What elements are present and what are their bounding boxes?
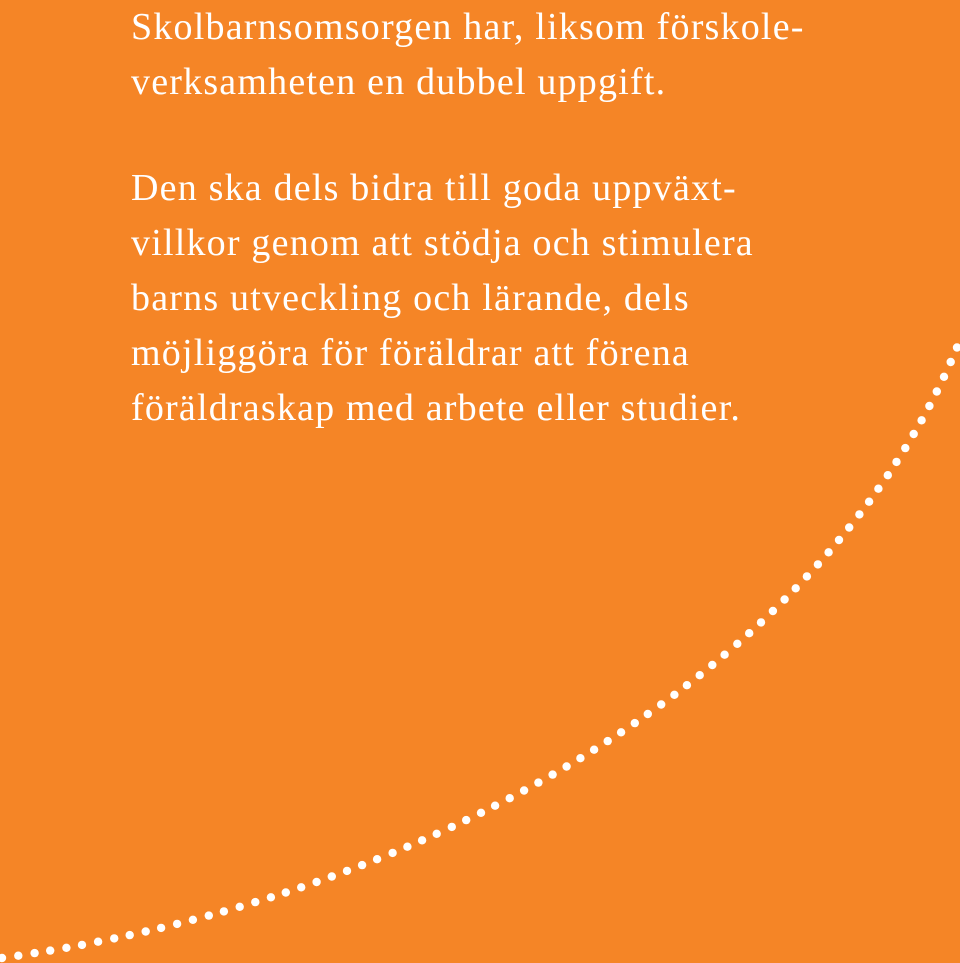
curve-dot [901,444,909,452]
paragraph-line: verksamheten en dubbel uppgift. [131,61,667,103]
curve-dot [617,728,625,736]
curve-dot [940,373,948,381]
curve-dot [110,934,118,942]
curve-dot [126,931,134,939]
curve-dot [917,416,925,424]
curve-dot [94,938,102,946]
curve-dot [947,358,955,366]
curve-dot [282,888,290,896]
curve-dot [534,778,542,786]
curve-dot [814,560,822,568]
curve-dot [884,471,892,479]
curve-dot [251,898,259,906]
paragraph-line: möjliggöra för föräldrar att förena [131,332,690,374]
curve-dot [358,861,366,869]
curve-dot [297,883,305,891]
curve-dot [892,458,900,466]
curve-dot [590,746,598,754]
curve-dot [910,430,918,438]
curve-dot [205,911,213,919]
curve-dot [418,836,426,844]
curve-dot [62,944,70,952]
curve-dot [403,843,411,851]
curve-dot [548,770,556,778]
curve-dot [78,941,86,949]
curve-dot [757,618,765,626]
curve-dot [683,681,691,689]
curve-dot [874,485,882,493]
curve-dot [604,737,612,745]
paragraph-line: Den ska dels bidra till goda uppväxt- [131,167,737,209]
curve-dot [953,343,960,351]
curve-dot [491,802,499,810]
curve-dot [220,907,228,915]
curve-dot [780,595,788,603]
curve-dot [855,510,863,518]
curve-dot [267,893,275,901]
curve-dot [142,927,150,935]
curve-dot [769,607,777,615]
curve-dot [792,584,800,592]
curve-dot [670,691,678,699]
curve-dot [824,548,832,556]
curve-dot [173,920,181,928]
curve-dot [933,387,941,395]
curve-dot [708,661,716,669]
curve-dot [0,954,6,962]
curve-dot [720,651,728,659]
dot-group [0,343,960,962]
curve-dot [845,523,853,531]
curve-dot [576,754,584,762]
curve-dot [343,867,351,875]
curve-dot [644,710,652,718]
curve-dot [189,916,197,924]
curve-dot [388,849,396,857]
curve-dot [328,872,336,880]
paragraph-intro [131,0,805,110]
curve-dot [562,762,570,770]
curve-dot [157,924,165,932]
paragraph-line: barns utveckling och lärande, dels [131,277,690,319]
paragraph-line: Skolbarnsomsorgen har, liksom förskole- [131,6,805,48]
curve-dot [433,830,441,838]
curve-dot [657,700,665,708]
curve-dot [865,498,873,506]
curve-dot [30,949,38,957]
paragraph-line: villkor genom att stödja och stimulera [131,222,754,264]
curve-dot [520,786,528,794]
curve-dot [373,855,381,863]
curve-dot [236,903,244,911]
paragraph-line: föräldraskap med arbete eller studier. [131,387,742,429]
curve-dot [312,878,320,886]
curve-dot [477,809,485,817]
curve-dot [696,671,704,679]
curve-dot [506,794,514,802]
paragraph-body [131,161,754,436]
curve-dot [46,946,54,954]
curve-dot [462,816,470,824]
curve-dot [835,536,843,544]
curve-dot [925,402,933,410]
curve-dot [448,823,456,831]
curve-dot [733,640,741,648]
curve-dot [14,952,22,960]
curve-dot [803,572,811,580]
curve-dot [745,629,753,637]
curve-dot [631,719,639,727]
